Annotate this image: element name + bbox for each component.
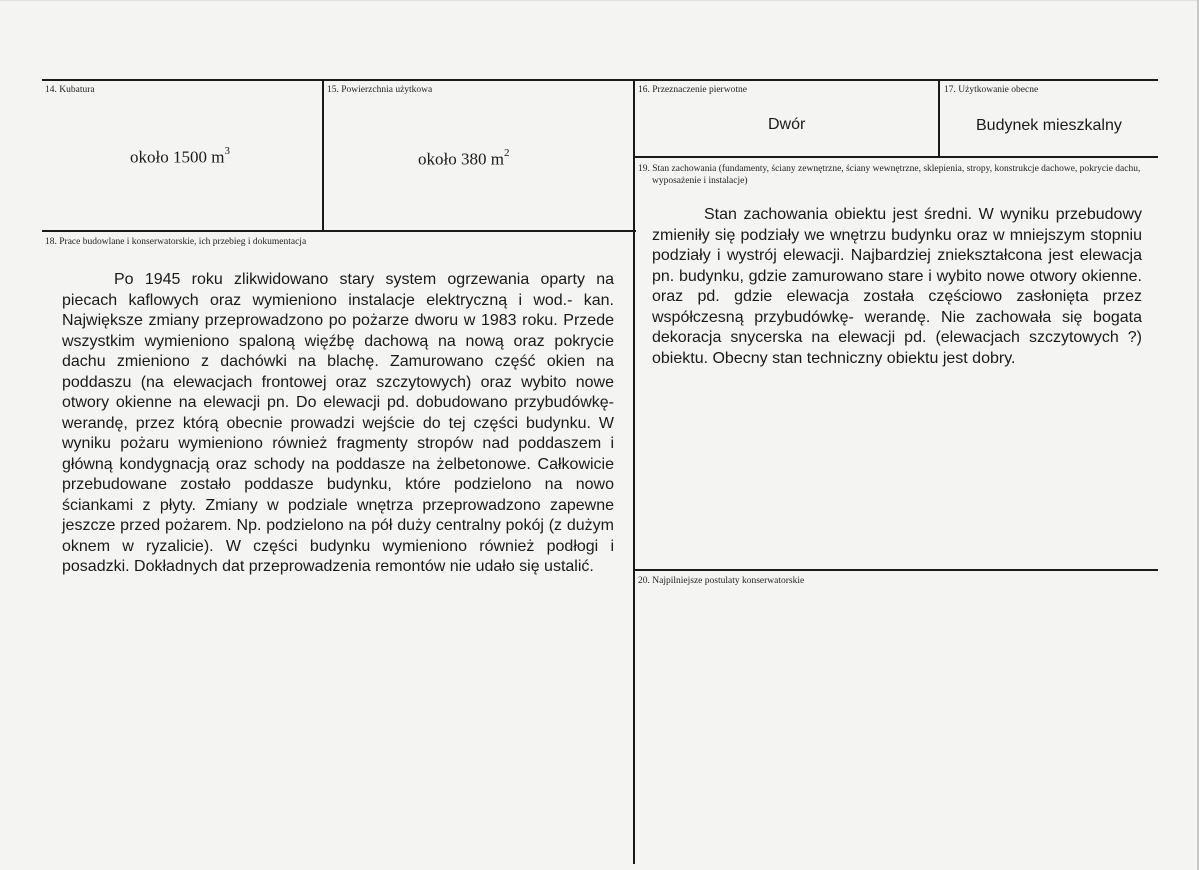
field-14-value (130, 147, 230, 168)
divider-f16-f17 (938, 79, 940, 157)
field-15-label: 15. Powierzchnia użytkowa (327, 85, 433, 95)
field-19-label: 19. Stan zachowania (fundamenty, ściany zewnętrzne, ściany wewnętrzne, sklepienia, stropy, konstrukcje dachowe, pokrycie dachu, wyposażenie i instalacje) (638, 164, 1141, 186)
scan-edge-top (0, 0, 1199, 1)
field-17-label: 17. Użytkowanie obecne (944, 85, 1039, 95)
field-17-value: Budynek mieszkalny (976, 117, 1122, 134)
field-16-label: 16. Przeznaczenie pierwotne (638, 85, 747, 95)
field-18-text: Po 1945 roku zlikwidowano stary system ogrzewania oparty na piecach kaflowych oraz wymieniono instalacje elektryczną i wod.- kan. Największe zmiany przeprowadzono po pożarze dworu w 1983 roku. Przede wszystkim wymieniono spaloną więźbę dachową na nową oraz pokrycie dachu zmieniono z dachówki na blachę. Zamurowano część okien na poddaszu (na elewacjach frontowej oraz szczytowych) oraz wybito nowe otwory okienne na elewacji pn. Do elewacji pd. dobudowano przybudówkę- werandę, przez którą obecnie prowadzi wejście do tej części budynku. W wyniku pożaru wymieniono również fragmenty stropów nad poddaszem i główną kondygnacją oraz schody na poddasze na żelbetonowe. Całkowicie przebudowane zostało poddasze budynku, które podzielono na nowo ściankami z płyty. Zmiany w podziale wnętrza przeprowadzono zapewne jeszcze przed pożarem. Np. podzielono na pół duży centralny pokój (z dużym oknem w ryzalicie). W części budynku wymieniono również podłogi i posadzki. Dokładnych dat przeprowadzenia remontów nie udało się ustalić. (62, 271, 614, 575)
field-14-unit-exponent: 3 (224, 145, 230, 157)
field-18-label: 18. Prace budowlane i konserwatorskie, ich przebieg i dokumentacja (45, 237, 307, 247)
field-14-label: 14. Kubatura (45, 85, 95, 95)
field-19-text: Stan zachowania obiektu jest średni. W wyniku przebudowy zmieniły się podziały we wnętrzu budynku oraz w mniejszym stopniu podziały i wystrój elewacji. Najbardziej zniekształcona jest elewacja pn. budynku, gdzie zamurowano stare i wybito nowe otwory okienne. oraz pd. gdzie elewacja została częściowo zasłonięta przez współczesną przybudówkę- werandę. Nie zachowała się bogata dekoracja snycerska na elewacji pd. (elewacjach szczytowych ?) obiektu. Obecny stan techniczny obiektu jest dobry. (652, 206, 1142, 367)
center-divider (633, 79, 635, 864)
divider-f14-f15 (322, 79, 324, 232)
rule-above-f20 (634, 569, 1158, 571)
field-15-value-text: około 380 m (418, 149, 504, 169)
rule-below-f16-f17 (634, 156, 1158, 158)
field-14-value-text: około 1500 m (130, 147, 225, 167)
top-rule (42, 79, 1158, 81)
field-16-value: Dwór (768, 116, 806, 133)
field-15-value (418, 149, 509, 170)
field-20-label: 20. Najpilniejsze postulaty konserwatorskie (638, 576, 805, 586)
rule-below-f14-f15 (42, 230, 636, 232)
field-15-unit-exponent: 2 (503, 147, 510, 159)
